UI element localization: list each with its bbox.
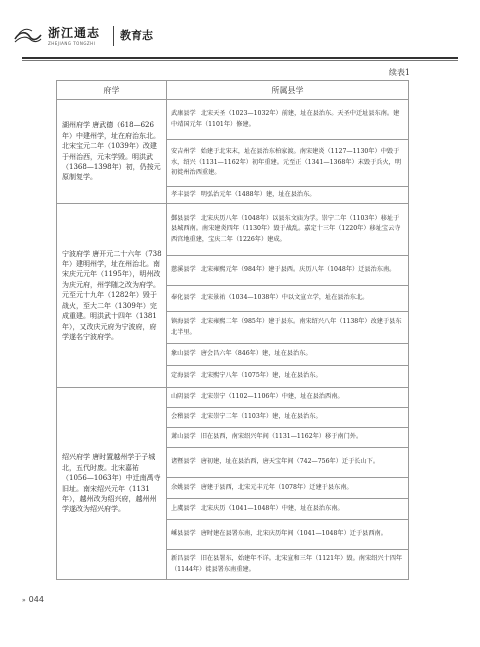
county-cell: [167, 366, 409, 388]
county-cell: [167, 448, 409, 478]
county-cell: [167, 204, 409, 256]
county-name: 定海县学: [171, 372, 196, 380]
county-name: 镇海县学: [171, 317, 196, 325]
county-name: 鄞县县学: [171, 214, 196, 222]
county-description: 旧在县署东，始建年不详。北宋宣和三年（1121年）毁。南宋绍兴十四年（1144年）徙县署东南重建。: [171, 554, 403, 573]
table-row: [57, 204, 409, 256]
county-cell: [167, 550, 409, 580]
county-description: 北宋景祐（1034—1038年）中以文宣立学，址在县治东北。: [200, 294, 369, 302]
prefecture-cell-ningbo: 宁波府学 唐开元二十六年（738年）建明州学，址在州治北。南宋庆元元年（1195年），明州改为庆元府，州学随之改为府学。元至元十九年（1282年）毁于战火，至大二年（1309年）完成重建。明洪武十四年（1381年），又改庆元府为宁波府，府学遂名宁波府学。: [57, 204, 167, 388]
table-header-row: [57, 81, 409, 100]
county-description: 北宋天圣（1023—1032年）前建，址在县治东。天圣中迁址县东南。建中靖国元年（1101年）修建。: [171, 109, 400, 128]
county-description: 北宋雍熙元年（984年）建于县西。庆历八年（1048年）迁县治东南。: [200, 266, 396, 274]
logo-subtitle: ZHEJIANG TONGZHI: [48, 41, 96, 46]
county-cell: [167, 187, 409, 204]
table-continued-label: 续表1: [388, 68, 410, 77]
county-name: 武康县学: [171, 109, 196, 117]
county-name: 慈溪县学: [171, 266, 196, 274]
schools-table: [56, 80, 409, 580]
county-cell: [167, 428, 409, 448]
column-header-county: 所属县学: [167, 81, 409, 100]
county-description: 旧在县西，南宋绍兴年间（1131—1162年）移于南门外。: [200, 433, 363, 441]
header-rule-thick: [22, 57, 458, 59]
county-cell: [167, 286, 409, 312]
county-name: 会稽县学: [171, 413, 196, 421]
table-row: [57, 388, 409, 408]
county-cell: [167, 100, 409, 140]
county-description: 唐初建，址在县治西，唐天宝年间（742—756年）迁于长山下。: [200, 458, 380, 466]
page-header: [0, 0, 480, 58]
county-description: 北宋熙宁八年（1075年）建，址在县治东。: [200, 372, 322, 380]
prefecture-cell-huzhou: 湖州府学 唐武德（618—626年）中建州学，址在府治东北。北宋宝元二年（1039年）改建于州治西，元末学毁。明洪武（1368—1398年）初，仍按元原制复学。: [57, 100, 167, 204]
county-name: 孝丰县学: [171, 190, 196, 198]
county-name: 奉化县学: [171, 294, 196, 302]
county-description: 唐会昌六年（846年）建，址在县治东。: [200, 350, 312, 358]
header-separator: [113, 26, 114, 46]
county-description: 明弘治元年（1488年）建，址在县治东。: [200, 190, 316, 198]
county-cell: [167, 312, 409, 344]
county-name: 上虞县学: [171, 504, 196, 512]
section-title: 教育志: [120, 29, 153, 42]
county-description: 北宋崇宁二年（1103年）建，址在县治东。: [200, 413, 322, 421]
county-description: 唐建于县西，北宋元丰元年（1078年）迁建于县东南。: [200, 483, 353, 491]
table-row: [57, 100, 409, 140]
column-header-prefecture: 府学: [57, 81, 167, 100]
county-cell: [167, 408, 409, 428]
county-cell: [167, 140, 409, 187]
county-name: 诸暨县学: [171, 458, 196, 466]
county-name: 象山县学: [171, 350, 196, 358]
county-cell: [167, 256, 409, 286]
header-rule-thin: [22, 60, 458, 61]
county-description: 北宋雍熙二年（985年）建于县东。南宋绍兴八年（1138年）改建于县东北半里。: [171, 317, 402, 336]
county-description: 唐时建在县署东南，北宋庆历年间（1041—1048年）迁于县西南。: [200, 530, 387, 538]
county-name: 嵊县县学: [171, 530, 196, 538]
page-number: [22, 595, 44, 604]
county-cell: [167, 344, 409, 366]
county-description: 始建于北宋末，址在县治东柏家渡。南宋建炎（1127—1130年）中毁于水，绍兴（1131—1162年）初年重建。元至正（1341—1368年）末毁于兵火，明初徙州治西重建。: [171, 148, 402, 177]
county-cell: [167, 499, 409, 520]
county-description: 北宋庆历（1041—1048年）中建，址在县治东南。: [200, 504, 344, 512]
county-description: 北宋庆历八年（1048年）以县东文庙为学。崇宁二年（1103年）移址于县城西南。南宋建炎四年（1130年）毁于战乱。嘉定十三年（1220年）移址宝云寺西宫地重建，宝庆二年（1226年）建成。: [171, 214, 401, 243]
county-description: 北宋崇宁（1102—1106年）中建，址在县治西南。: [200, 393, 344, 401]
double-chevron-right-icon: »: [22, 597, 26, 604]
prefecture-cell-shaoxing: 绍兴府学 唐时置越州学于子城北，五代时废。北宋嘉祐（1056—1063年）中迁南禹寺旧址。南宋绍兴元年（1131年），越州改为绍兴府，越州州学遂改为绍兴府学。: [57, 388, 167, 580]
county-name: 安吉州学: [171, 148, 196, 156]
page-number-text: 044: [28, 595, 44, 604]
county-name: 新昌县学: [171, 554, 196, 562]
logo-title: 浙江通志: [48, 26, 101, 40]
county-cell: [167, 520, 409, 550]
county-name: 山阴县学: [171, 393, 196, 401]
county-cell: [167, 388, 409, 408]
wave-logo-icon: [14, 27, 42, 43]
county-name: 余姚县学: [171, 483, 196, 491]
county-name: 萧山县学: [171, 433, 196, 441]
county-cell: [167, 478, 409, 499]
